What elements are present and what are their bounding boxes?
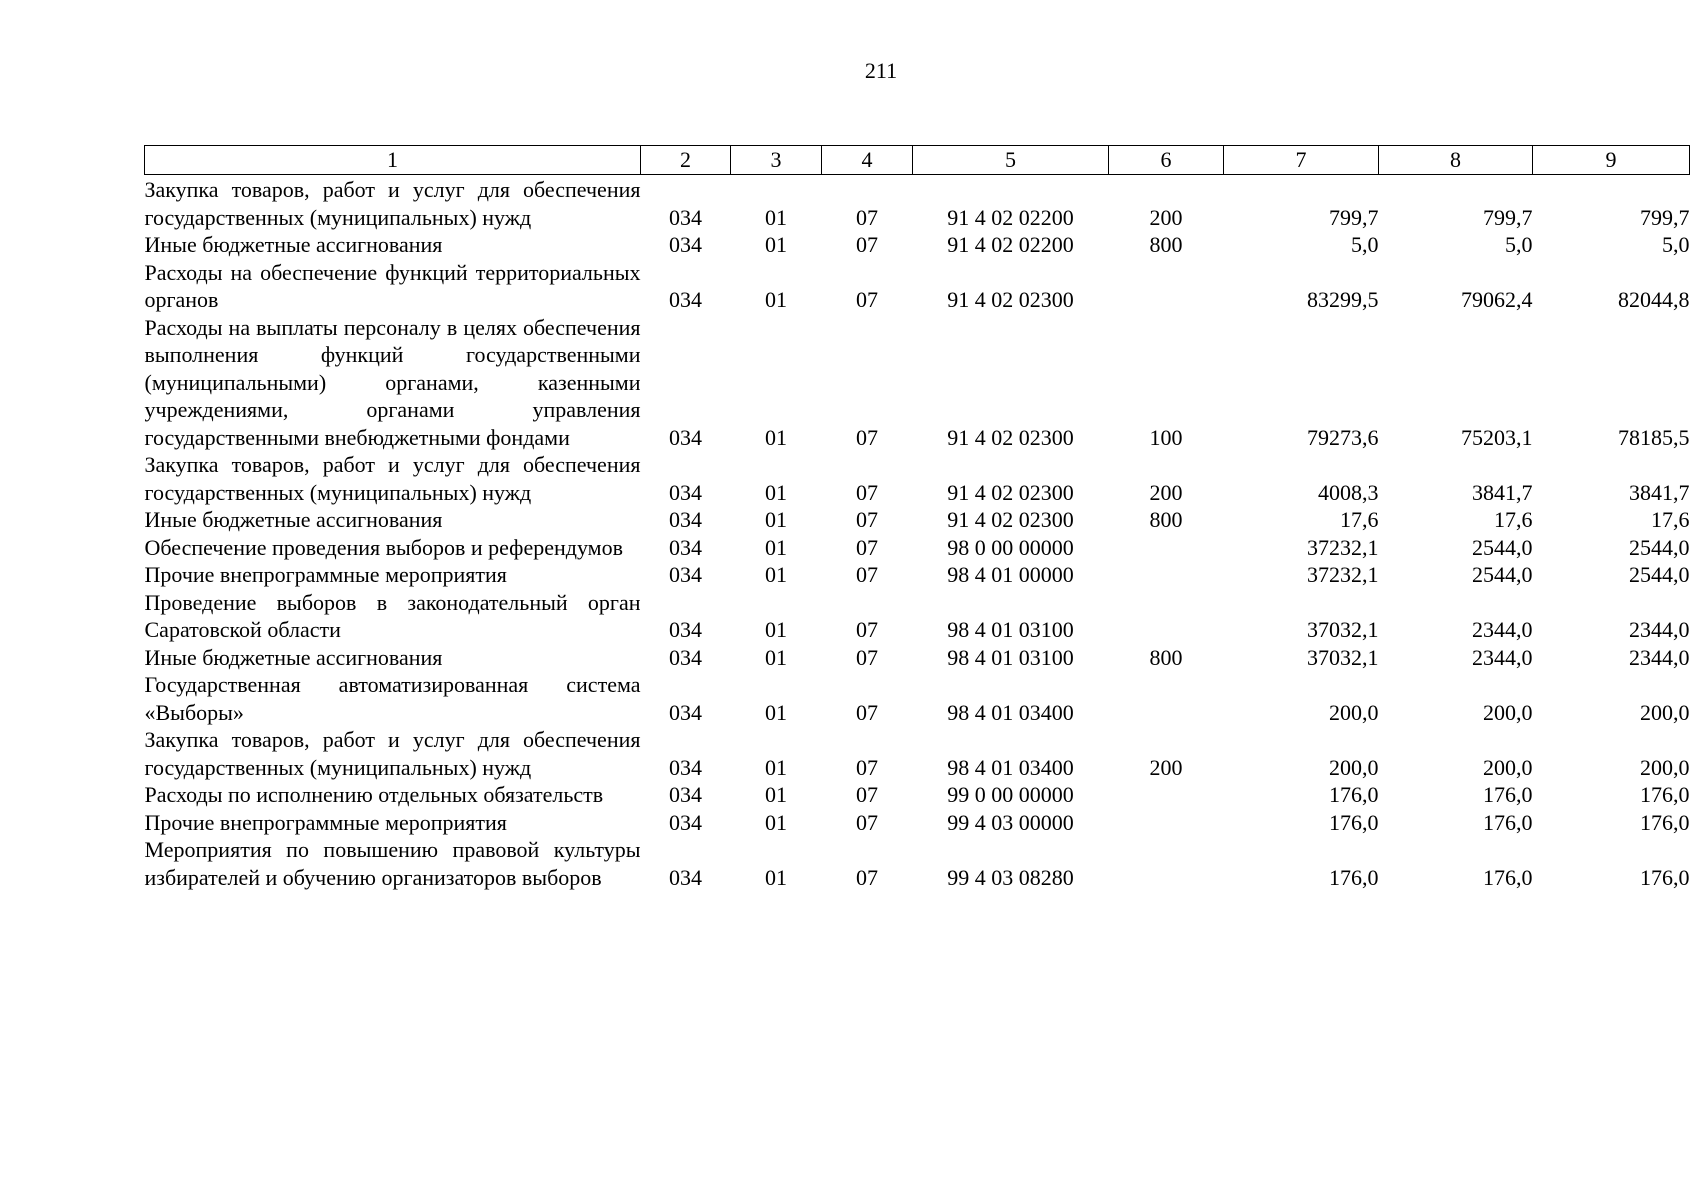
cell-amount-col9: 200,0 [1640, 699, 1690, 725]
cell-ministry-code: 034 [669, 534, 702, 560]
table-row [145, 534, 1690, 562]
cell-expense-type [1109, 561, 1224, 589]
cell-amount-col7: 200,0 [1329, 699, 1379, 725]
table-row [145, 451, 1690, 506]
cell-amount-col9: 2544,0 [1629, 534, 1690, 560]
cell-subsection: 07 [856, 232, 878, 257]
cell-description: Закупка товаров, работ и услуг для обеспечения государственных (муниципальных) нужд [144, 177, 641, 230]
cell-expense-type [1109, 671, 1224, 726]
cell-amount-col9: 176,0 [1640, 782, 1690, 807]
cell-target-article: 99 0 00 00000 [947, 782, 1074, 807]
cell-section: 01 [765, 562, 787, 587]
cell-amount-col8: 2344,0 [1472, 617, 1533, 642]
cell-amount-col8: 2544,0 [1472, 534, 1533, 560]
cell-amount-col9: 2544,0 [1629, 562, 1690, 587]
cell-amount-col9: 78185,5 [1618, 424, 1690, 450]
cell-ministry-code: 034 [669, 562, 702, 587]
cell-target-article: 98 4 01 03400 [947, 699, 1074, 725]
cell-description: Расходы по исполнению отдельных обязательств [144, 782, 604, 807]
cell-target-article: 98 4 01 03400 [947, 754, 1074, 780]
cell-target-article: 91 4 02 02300 [947, 479, 1074, 505]
cell-section: 01 [765, 204, 787, 230]
cell-subsection: 07 [856, 479, 878, 505]
cell-expense-type [1109, 836, 1224, 891]
cell-target-article: 98 0 00 00000 [947, 534, 1074, 560]
cell-amount-col8: 200,0 [1483, 699, 1533, 725]
table-row [145, 781, 1690, 809]
cell-expense-type [1109, 534, 1224, 562]
cell-amount-col7: 4008,3 [1318, 479, 1379, 505]
cell-section: 01 [765, 782, 787, 807]
cell-section: 01 [765, 232, 787, 257]
header-col-2: 2 [641, 146, 731, 175]
cell-description: Прочие внепрограммные мероприятия [144, 562, 507, 587]
cell-subsection: 07 [856, 809, 878, 835]
header-col-5: 5 [913, 146, 1109, 175]
cell-section: 01 [765, 507, 787, 532]
table-row [145, 175, 1690, 232]
cell-subsection: 07 [856, 699, 878, 725]
cell-description: Мероприятия по повышению правовой культуры избирателей и обучению организаторов выборов [144, 837, 641, 890]
cell-target-article: 98 4 01 00000 [947, 562, 1074, 587]
cell-expense-type: 200 [1149, 204, 1183, 230]
cell-subsection: 07 [856, 204, 878, 230]
table-row [145, 506, 1690, 534]
cell-description: Обеспечение проведения выборов и референдумов [144, 534, 623, 560]
cell-section: 01 [765, 534, 787, 560]
cell-subsection: 07 [856, 644, 878, 670]
header-col-4: 4 [822, 146, 913, 175]
cell-expense-type: 100 [1149, 424, 1183, 450]
cell-subsection: 07 [856, 864, 878, 890]
cell-amount-col7: 83299,5 [1307, 287, 1379, 312]
cell-amount-col9: 176,0 [1640, 809, 1690, 835]
cell-description: Расходы на выплаты персоналу в целях обеспечения выполнения функций государственными (муниципальными) органами, казенными учреждениями, органами управления государственными внебюджетными фондами [144, 314, 641, 450]
cell-amount-col8: 3841,7 [1472, 479, 1533, 505]
cell-amount-col8: 79062,4 [1461, 287, 1533, 312]
cell-ministry-code: 034 [669, 424, 702, 450]
cell-amount-col9: 3841,7 [1629, 479, 1690, 505]
cell-subsection: 07 [856, 534, 878, 560]
cell-ministry-code: 034 [669, 287, 702, 312]
cell-amount-col8: 2544,0 [1472, 562, 1533, 587]
cell-expense-type [1109, 809, 1224, 837]
cell-description: Проведение выборов в законодательный орган Саратовской области [144, 589, 641, 642]
cell-expense-type: 800 [1149, 644, 1183, 670]
cell-target-article: 91 4 02 02200 [947, 204, 1074, 230]
cell-amount-col7: 37032,1 [1307, 644, 1379, 670]
cell-section: 01 [765, 699, 787, 725]
cell-section: 01 [765, 644, 787, 670]
cell-ministry-code: 034 [669, 479, 702, 505]
cell-description: Иные бюджетные ассигнования [144, 507, 443, 532]
cell-ministry-code: 034 [669, 809, 702, 835]
table-row [145, 231, 1690, 259]
cell-amount-col9: 2344,0 [1629, 644, 1690, 670]
cell-amount-col8: 17,6 [1494, 507, 1533, 532]
table-row [145, 259, 1690, 314]
cell-description: Закупка товаров, работ и услуг для обеспечения государственных (муниципальных) нужд [144, 452, 641, 505]
cell-amount-col7: 5,0 [1351, 232, 1379, 257]
header-col-9: 9 [1533, 146, 1690, 175]
cell-amount-col7: 176,0 [1329, 864, 1379, 890]
cell-ministry-code: 034 [669, 782, 702, 807]
cell-expense-type: 800 [1149, 232, 1183, 257]
cell-amount-col7: 37232,1 [1307, 562, 1379, 587]
cell-description: Иные бюджетные ассигнования [144, 644, 443, 670]
table-row [145, 561, 1690, 589]
cell-amount-col8: 5,0 [1505, 232, 1533, 257]
table-row [145, 671, 1690, 726]
cell-ministry-code: 034 [669, 754, 702, 780]
cell-section: 01 [765, 479, 787, 505]
cell-amount-col9: 82044,8 [1618, 287, 1690, 312]
cell-amount-col7: 37232,1 [1307, 534, 1379, 560]
header-row [145, 146, 1690, 175]
cell-expense-type: 200 [1149, 479, 1183, 505]
header-col-1: 1 [145, 146, 641, 175]
cell-expense-type [1109, 781, 1224, 809]
cell-amount-col8: 176,0 [1483, 809, 1533, 835]
cell-ministry-code: 034 [669, 699, 702, 725]
table-row [145, 809, 1690, 837]
cell-subsection: 07 [856, 617, 878, 642]
table-row [145, 589, 1690, 644]
cell-description: Расходы на обеспечение функций территориальных органов [144, 259, 641, 312]
header-col-8: 8 [1379, 146, 1533, 175]
cell-target-article: 98 4 01 03100 [947, 617, 1074, 642]
cell-subsection: 07 [856, 507, 878, 532]
cell-subsection: 07 [856, 754, 878, 780]
cell-target-article: 91 4 02 02300 [947, 287, 1074, 312]
header-col-7: 7 [1224, 146, 1379, 175]
cell-expense-type: 800 [1149, 507, 1183, 532]
cell-amount-col9: 176,0 [1640, 864, 1690, 890]
cell-amount-col8: 200,0 [1483, 754, 1533, 780]
cell-ministry-code: 034 [669, 617, 702, 642]
cell-amount-col7: 176,0 [1329, 809, 1379, 835]
cell-amount-col8: 75203,1 [1461, 424, 1533, 450]
cell-ministry-code: 034 [669, 507, 702, 532]
cell-subsection: 07 [856, 287, 878, 312]
table-body [145, 175, 1690, 892]
cell-amount-col7: 176,0 [1329, 782, 1379, 807]
cell-section: 01 [765, 754, 787, 780]
cell-expense-type: 200 [1149, 754, 1183, 780]
cell-amount-col8: 176,0 [1483, 864, 1533, 890]
cell-section: 01 [765, 287, 787, 312]
header-col-3: 3 [731, 146, 822, 175]
cell-subsection: 07 [856, 424, 878, 450]
cell-amount-col7: 17,6 [1340, 507, 1379, 532]
cell-ministry-code: 034 [669, 232, 702, 257]
cell-amount-col8: 176,0 [1483, 782, 1533, 807]
table-row [145, 726, 1690, 781]
table-row [145, 836, 1690, 891]
cell-amount-col7: 79273,6 [1307, 424, 1379, 450]
cell-description: Закупка товаров, работ и услуг для обеспечения государственных (муниципальных) нужд [144, 727, 641, 780]
cell-amount-col9: 5,0 [1662, 232, 1690, 257]
cell-amount-col7: 37032,1 [1307, 617, 1379, 642]
cell-amount-col9: 17,6 [1651, 507, 1690, 532]
cell-description: Иные бюджетные ассигнования [144, 232, 443, 257]
cell-expense-type [1109, 589, 1224, 644]
cell-ministry-code: 034 [669, 204, 702, 230]
page-number: 211 [864, 58, 898, 83]
cell-amount-col9: 200,0 [1640, 754, 1690, 780]
cell-amount-col9: 2344,0 [1629, 617, 1690, 642]
cell-amount-col9: 799,7 [1640, 204, 1690, 230]
cell-ministry-code: 034 [669, 644, 702, 670]
cell-target-article: 91 4 02 02300 [947, 424, 1074, 450]
table-row [145, 314, 1690, 452]
cell-amount-col8: 2344,0 [1472, 644, 1533, 670]
cell-target-article: 99 4 03 08280 [947, 864, 1074, 890]
cell-amount-col7: 200,0 [1329, 754, 1379, 780]
cell-target-article: 91 4 02 02200 [947, 232, 1074, 257]
table-row [145, 644, 1690, 672]
cell-ministry-code: 034 [669, 864, 702, 890]
cell-description: Государственная автоматизированная система «Выборы» [144, 672, 641, 725]
cell-expense-type [1109, 259, 1224, 314]
cell-target-article: 99 4 03 00000 [947, 809, 1074, 835]
cell-target-article: 98 4 01 03100 [947, 644, 1074, 670]
cell-subsection: 07 [856, 562, 878, 587]
cell-section: 01 [765, 424, 787, 450]
cell-description: Прочие внепрограммные мероприятия [144, 809, 507, 835]
budget-table [144, 145, 1690, 891]
cell-amount-col8: 799,7 [1483, 204, 1533, 230]
header-col-6: 6 [1109, 146, 1224, 175]
cell-section: 01 [765, 864, 787, 890]
cell-amount-col7: 799,7 [1329, 204, 1379, 230]
cell-target-article: 91 4 02 02300 [947, 507, 1074, 532]
cell-subsection: 07 [856, 782, 878, 807]
cell-section: 01 [765, 617, 787, 642]
cell-section: 01 [765, 809, 787, 835]
table-header [145, 146, 1690, 175]
